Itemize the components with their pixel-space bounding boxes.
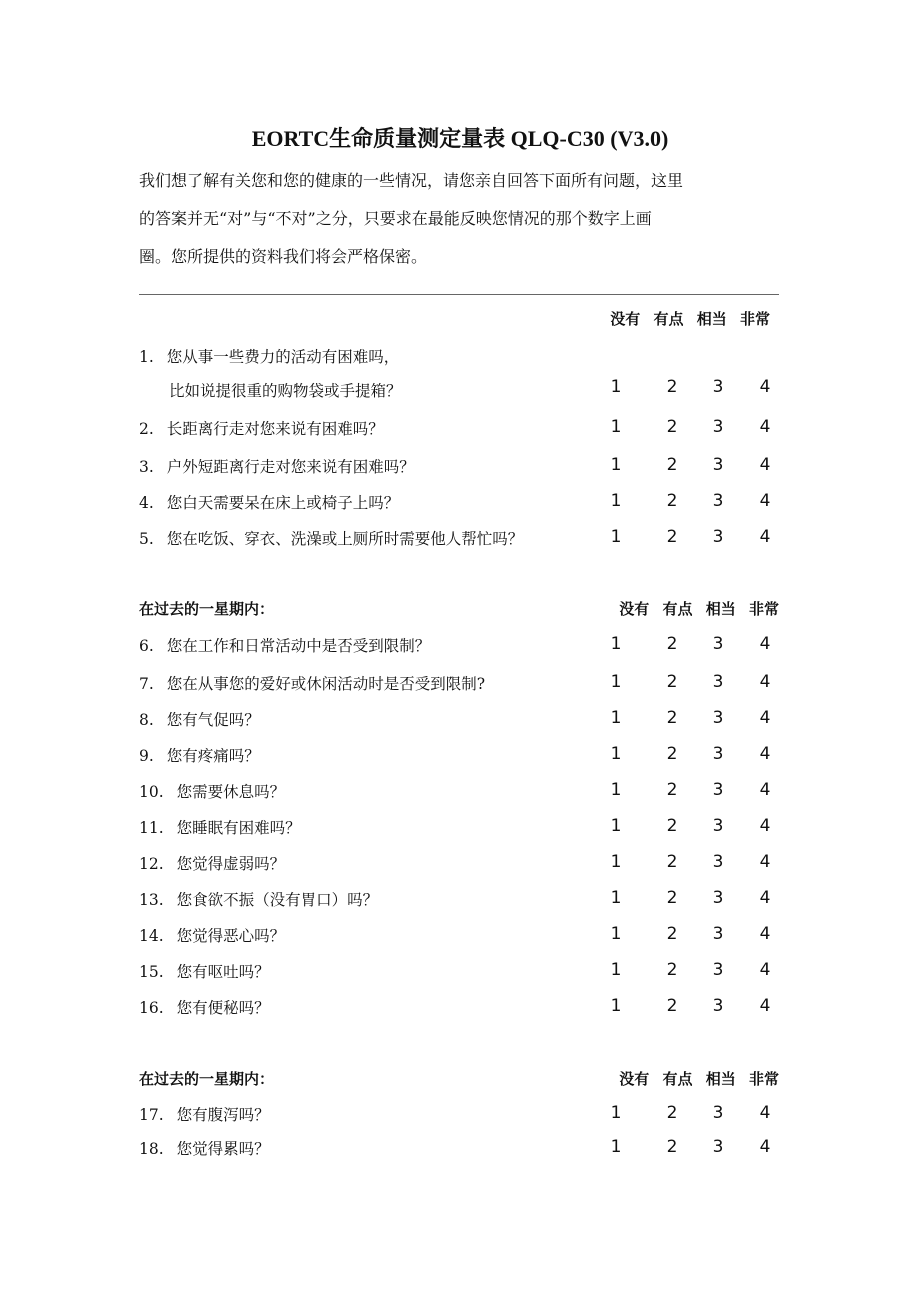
question-number: 7. bbox=[139, 675, 154, 693]
answer-option-3[interactable]: 3 bbox=[712, 634, 724, 654]
question-number: 8. bbox=[139, 711, 154, 729]
answer-option-4[interactable]: 4 bbox=[759, 672, 771, 692]
answer-option-1[interactable]: 1 bbox=[610, 816, 622, 836]
question-label: 您觉得累吗？ bbox=[176, 1140, 270, 1158]
question-text bbox=[139, 417, 384, 439]
question-number: 5. bbox=[139, 530, 154, 548]
question-number: 18. bbox=[139, 1140, 164, 1158]
answer-option-1[interactable]: 1 bbox=[610, 455, 622, 475]
answer-option-2[interactable]: 2 bbox=[666, 996, 678, 1016]
question-label: 您有气促吗？ bbox=[166, 711, 260, 729]
answer-option-4[interactable]: 4 bbox=[759, 1137, 771, 1157]
answer-option-4[interactable]: 4 bbox=[759, 924, 771, 944]
question-label: 您有便秘吗？ bbox=[176, 999, 270, 1017]
question-text bbox=[139, 888, 378, 910]
answer-option-4[interactable]: 4 bbox=[759, 1103, 771, 1123]
answer-option-1[interactable]: 1 bbox=[610, 377, 622, 397]
divider bbox=[139, 294, 779, 295]
question-label: 长距离行走对您来说有困难吗？ bbox=[166, 420, 384, 438]
question-label: 您白天需要呆在床上或椅子上吗？ bbox=[166, 494, 400, 512]
question-text bbox=[139, 744, 260, 766]
answer-option-2[interactable]: 2 bbox=[666, 1137, 678, 1157]
answer-option-1[interactable]: 1 bbox=[610, 960, 622, 980]
answer-option-2[interactable]: 2 bbox=[666, 377, 678, 397]
answer-option-3[interactable]: 3 bbox=[712, 744, 724, 764]
option-label: 非常 bbox=[748, 1070, 779, 1088]
options-labels bbox=[619, 598, 779, 619]
question-text bbox=[139, 1137, 270, 1159]
question-number: 14. bbox=[139, 927, 164, 945]
options-header bbox=[139, 308, 779, 332]
answer-option-4[interactable]: 4 bbox=[759, 852, 771, 872]
answer-option-1[interactable]: 1 bbox=[610, 708, 622, 728]
answer-option-3[interactable]: 3 bbox=[712, 377, 724, 397]
question-number: 1. bbox=[139, 348, 154, 366]
page-title: EORTC生命质量测定量表 QLQ-C30 (V3.0) bbox=[251, 126, 669, 151]
answer-option-4[interactable]: 4 bbox=[759, 996, 771, 1016]
answer-option-3[interactable]: 3 bbox=[712, 996, 724, 1016]
question-label: 您有疼痛吗？ bbox=[166, 747, 260, 765]
option-label: 没有 bbox=[619, 1070, 650, 1088]
answer-option-3[interactable]: 3 bbox=[712, 960, 724, 980]
section-label: 在过去的一星期内： bbox=[139, 600, 275, 618]
answer-option-4[interactable]: 4 bbox=[759, 960, 771, 980]
options-labels bbox=[619, 1068, 779, 1089]
question-label-line2: 比如说提很重的购物袋或手提箱？ bbox=[169, 382, 402, 400]
option-label: 相当 bbox=[705, 600, 736, 618]
answer-option-4[interactable]: 4 bbox=[759, 455, 771, 475]
answer-option-3[interactable]: 3 bbox=[712, 527, 724, 547]
answer-option-4[interactable]: 4 bbox=[759, 527, 771, 547]
question-text bbox=[139, 708, 260, 730]
answer-option-1[interactable]: 1 bbox=[610, 1137, 622, 1157]
answer-option-4[interactable]: 4 bbox=[759, 888, 771, 908]
answer-option-1[interactable]: 1 bbox=[610, 996, 622, 1016]
answer-option-3[interactable]: 3 bbox=[712, 708, 724, 728]
section-label: 在过去的一星期内： bbox=[139, 1070, 275, 1088]
answer-option-2[interactable]: 2 bbox=[666, 924, 678, 944]
answer-option-2[interactable]: 2 bbox=[666, 491, 678, 511]
question-text bbox=[139, 780, 285, 802]
answer-option-3[interactable]: 3 bbox=[712, 1137, 724, 1157]
question-text bbox=[139, 527, 523, 549]
question-label: 您在吃饭、穿衣、洗澡或上厕所时需要他人帮忙吗？ bbox=[166, 530, 524, 548]
question-text bbox=[139, 672, 485, 694]
question-number: 3. bbox=[139, 458, 154, 476]
question-text bbox=[139, 960, 270, 982]
answer-option-1[interactable]: 1 bbox=[610, 491, 622, 511]
option-label: 有点 bbox=[653, 310, 684, 328]
question-text bbox=[139, 924, 285, 946]
question-text bbox=[139, 996, 270, 1018]
answer-option-3[interactable]: 3 bbox=[712, 491, 724, 511]
question-text bbox=[139, 455, 415, 477]
question-number: 13. bbox=[139, 891, 164, 909]
answer-option-2[interactable]: 2 bbox=[666, 888, 678, 908]
answer-option-4[interactable]: 4 bbox=[759, 634, 771, 654]
section-header bbox=[139, 1068, 779, 1092]
answer-option-3[interactable]: 3 bbox=[712, 924, 724, 944]
question-number: 15. bbox=[139, 963, 164, 981]
option-label: 非常 bbox=[748, 600, 779, 618]
question-number: 9. bbox=[139, 747, 154, 765]
question-label: 您食欲不振（没有胃口）吗？ bbox=[176, 891, 379, 909]
options-labels bbox=[610, 308, 770, 329]
answer-option-1[interactable]: 1 bbox=[610, 634, 622, 654]
intro-line: 圈。您所提供的资料我们将会严格保密。 bbox=[139, 247, 428, 266]
answer-option-2[interactable]: 2 bbox=[666, 708, 678, 728]
answer-option-3[interactable]: 3 bbox=[712, 816, 724, 836]
answer-option-3[interactable]: 3 bbox=[712, 888, 724, 908]
question-number: 16. bbox=[139, 999, 164, 1017]
question-label: 您需要休息吗？ bbox=[176, 783, 286, 801]
answer-option-4[interactable]: 4 bbox=[759, 780, 771, 800]
answer-option-2[interactable]: 2 bbox=[666, 527, 678, 547]
answer-option-2[interactable]: 2 bbox=[666, 960, 678, 980]
question-number: 2. bbox=[139, 420, 154, 438]
question-label: 您觉得虚弱吗？ bbox=[176, 855, 286, 873]
answer-option-3[interactable]: 3 bbox=[712, 672, 724, 692]
question-number: 11. bbox=[139, 819, 164, 837]
answer-option-3[interactable]: 3 bbox=[712, 780, 724, 800]
answer-option-1[interactable]: 1 bbox=[610, 744, 622, 764]
question-number: 4. bbox=[139, 494, 154, 512]
question-text bbox=[139, 491, 399, 513]
answer-option-4[interactable]: 4 bbox=[759, 491, 771, 511]
answer-option-3[interactable]: 3 bbox=[712, 455, 724, 475]
answer-option-2[interactable]: 2 bbox=[666, 634, 678, 654]
question-text bbox=[139, 1103, 270, 1125]
answer-option-4[interactable]: 4 bbox=[759, 816, 771, 836]
option-label: 有点 bbox=[662, 1070, 693, 1088]
option-label: 相当 bbox=[696, 310, 727, 328]
question-text bbox=[139, 816, 301, 838]
question-label: 户外短距离行走对您来说有困难吗？ bbox=[166, 458, 415, 476]
answer-option-1[interactable]: 1 bbox=[610, 417, 622, 437]
question-label: 您睡眠有困难吗？ bbox=[176, 819, 301, 837]
answer-option-2[interactable]: 2 bbox=[666, 816, 678, 836]
question-text bbox=[139, 634, 430, 656]
answer-option-1[interactable]: 1 bbox=[610, 852, 622, 872]
answer-option-2[interactable]: 2 bbox=[666, 780, 678, 800]
question-label: 您在工作和日常活动中是否受到限制？ bbox=[166, 637, 431, 655]
answer-option-1[interactable]: 1 bbox=[610, 780, 622, 800]
answer-option-3[interactable]: 3 bbox=[712, 852, 724, 872]
section-header bbox=[139, 598, 779, 622]
option-label: 非常 bbox=[739, 310, 770, 328]
answer-option-2[interactable]: 2 bbox=[666, 744, 678, 764]
option-label: 相当 bbox=[705, 1070, 736, 1088]
question-text bbox=[139, 852, 285, 874]
question-number: 6. bbox=[139, 637, 154, 655]
question-number: 10. bbox=[139, 783, 164, 801]
option-label: 没有 bbox=[610, 310, 641, 328]
answer-option-2[interactable]: 2 bbox=[666, 672, 678, 692]
answer-option-1[interactable]: 1 bbox=[610, 924, 622, 944]
question-label: 您有腹泻吗？ bbox=[176, 1106, 270, 1124]
answer-option-2[interactable]: 2 bbox=[666, 1103, 678, 1123]
answer-option-4[interactable]: 4 bbox=[759, 377, 771, 397]
intro-paragraph bbox=[139, 162, 789, 276]
answer-option-4[interactable]: 4 bbox=[759, 744, 771, 764]
question-label: 您在从事您的爱好或休闲活动时是否受到限制? bbox=[166, 675, 486, 693]
answer-option-2[interactable]: 2 bbox=[666, 417, 678, 437]
answer-option-3[interactable]: 3 bbox=[712, 417, 724, 437]
question-label: 您觉得恶心吗？ bbox=[176, 927, 286, 945]
answer-option-1[interactable]: 1 bbox=[610, 1103, 622, 1123]
answer-option-4[interactable]: 4 bbox=[759, 708, 771, 728]
answer-option-2[interactable]: 2 bbox=[666, 852, 678, 872]
question-number: 17. bbox=[139, 1106, 164, 1124]
question-text bbox=[139, 345, 402, 401]
option-label: 没有 bbox=[619, 600, 650, 618]
question-label: 您从事一些费力的活动有困难吗， bbox=[166, 348, 400, 366]
answer-option-1[interactable]: 1 bbox=[610, 672, 622, 692]
answer-option-1[interactable]: 1 bbox=[610, 888, 622, 908]
question-label: 您有呕吐吗？ bbox=[176, 963, 270, 981]
option-label: 有点 bbox=[662, 600, 693, 618]
answer-option-4[interactable]: 4 bbox=[759, 417, 771, 437]
intro-line: 我们想了解有关您和您的健康的一些情况，请您亲自回答下面所有问题，这里 bbox=[139, 171, 684, 190]
answer-option-1[interactable]: 1 bbox=[610, 527, 622, 547]
answer-option-2[interactable]: 2 bbox=[666, 455, 678, 475]
intro-line: 的答案并无“对”与“不对”之分，只要求在最能反映您情况的那个数字上画 bbox=[139, 209, 652, 228]
answer-option-3[interactable]: 3 bbox=[712, 1103, 724, 1123]
question-number: 12. bbox=[139, 855, 164, 873]
